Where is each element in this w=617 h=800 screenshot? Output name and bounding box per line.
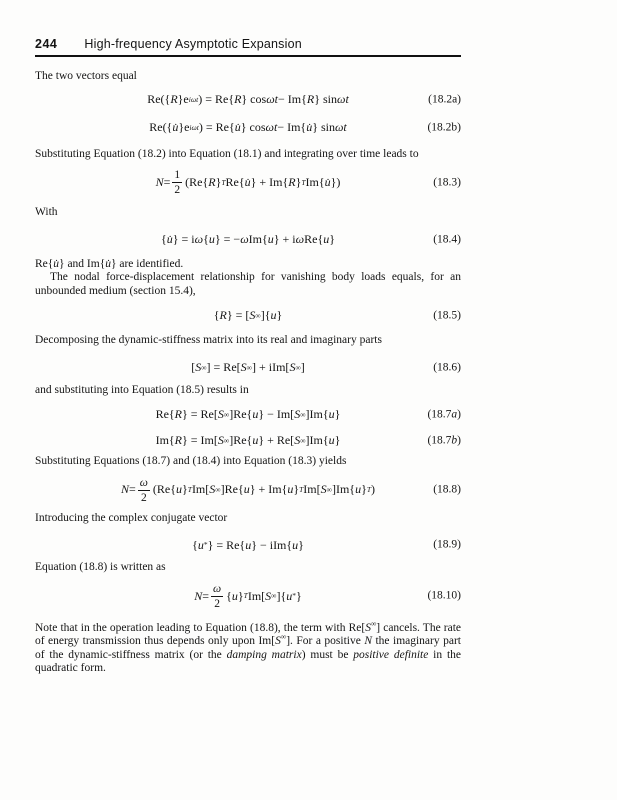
header-rule	[35, 55, 461, 57]
paragraph-written-as: Equation (18.8) is written as	[35, 561, 166, 574]
equation-18-6	[35, 360, 461, 376]
equation-number: (18.8)	[433, 483, 461, 496]
paragraph-substituting-187: Substituting Equations (18.7) and (18.4) into Equation (18.3) yields	[35, 455, 347, 468]
equation-number: (18.3)	[433, 175, 461, 188]
equation-body: N = $\frac{1}{2}$ (Re{ R } T Re{ u̇ } + Im{ R } T Im{ u̇ })	[155, 169, 341, 197]
paragraph-note: Note that in the operation leading to Equation (18.8), the term with Re[S∞] cancels. The rate of energy transmission thus depends only upon Im[S∞]. For a positive N the imaginary part of the dynamic-stiffness matrix (or the damping matrix) must be positive definite in the quadratic form.	[35, 619, 461, 675]
equation-number: (18.2a)	[428, 92, 461, 105]
equation-body: { u * } = Re{ u } − iIm{ u }	[192, 537, 304, 552]
equation-18-7a	[35, 407, 461, 423]
equation-body: Re({ u̇ }e iωt ) = Re{ u̇ } cos ωt − Im{ u̇ } sin ωt	[149, 119, 347, 134]
equation-body: N = $\frac{\omega}{2}$ { u } T Im[ S ∞ ]{ u * }	[194, 582, 302, 610]
running-title: High-frequency Asymptotic Expansion	[84, 37, 302, 51]
equation-number: (18.5)	[433, 309, 461, 322]
equation-18-10	[35, 583, 461, 610]
equation-18-9	[35, 537, 461, 553]
equation-number: (18.7b)	[427, 434, 461, 447]
paragraph-intro: The two vectors equal	[35, 70, 137, 82]
equation-18-8	[35, 477, 461, 504]
equation-18-2a	[35, 92, 461, 108]
page-header	[35, 37, 461, 51]
equation-body: N = $\frac{\omega}{2}$ (Re{ u } T Im[ S ∞ ]Re{ u } + Im{ u } T Im[ S ∞ ]Im{ u } T )	[120, 476, 375, 504]
equation-number: (18.9)	[433, 538, 461, 551]
equation-18-2b	[35, 120, 461, 136]
equation-number: (18.7a)	[427, 408, 461, 421]
paragraph-introducing: Introducing the complex conjugate vector	[35, 511, 228, 524]
equation-body: Im{ R } = Im[ S ∞ ]Re{ u } + Re[ S ∞ ]Im{ u }	[155, 433, 341, 448]
equation-18-5	[35, 308, 461, 324]
equation-number: (18.10)	[427, 589, 461, 602]
equation-18-7b	[35, 433, 461, 449]
equation-body: Re{ R } = Re[ S ∞ ]Re{ u } − Im[ S ∞ ]Im{ u }	[155, 407, 341, 422]
paragraph-nodal: The nodal force-displacement relationship for vanishing body loads equals, for an unbounded medium (section 15.4),	[35, 271, 461, 297]
paragraph-and-substituting: and substituting into Equation (18.5) results in	[35, 383, 249, 396]
equation-body: { R } = [ S ∞ ]{ u }	[213, 308, 283, 323]
page-number: 244	[35, 37, 58, 51]
equation-body: [ S ∞ ] = Re[ S ∞ ] + iIm[ S ∞ ]	[191, 359, 305, 374]
paragraph-decomposing: Decomposing the dynamic-stiffness matrix into its real and imaginary parts	[35, 334, 382, 347]
paragraph-substituting-182: Substituting Equation (18.2) into Equation (18.1) and integrating over time leads to	[35, 147, 419, 160]
equation-number: (18.6)	[433, 360, 461, 373]
equation-number: (18.2b)	[427, 120, 461, 133]
paragraph-with: With	[35, 206, 58, 219]
page-body	[35, 70, 461, 676]
equation-18-3	[35, 169, 461, 196]
paragraph-identified: Re{u̇} and Im{u̇} are identified.	[35, 257, 184, 270]
equation-18-4	[35, 232, 461, 248]
equation-body: Re({ R }e iωt ) = Re{ R } cos ωt − Im{ R } sin ωt	[147, 91, 349, 106]
equation-number: (18.4)	[433, 232, 461, 245]
equation-body: { u̇ } = i ω { u } = − ω Im{ u } + i ω Re{ u }	[161, 231, 335, 246]
